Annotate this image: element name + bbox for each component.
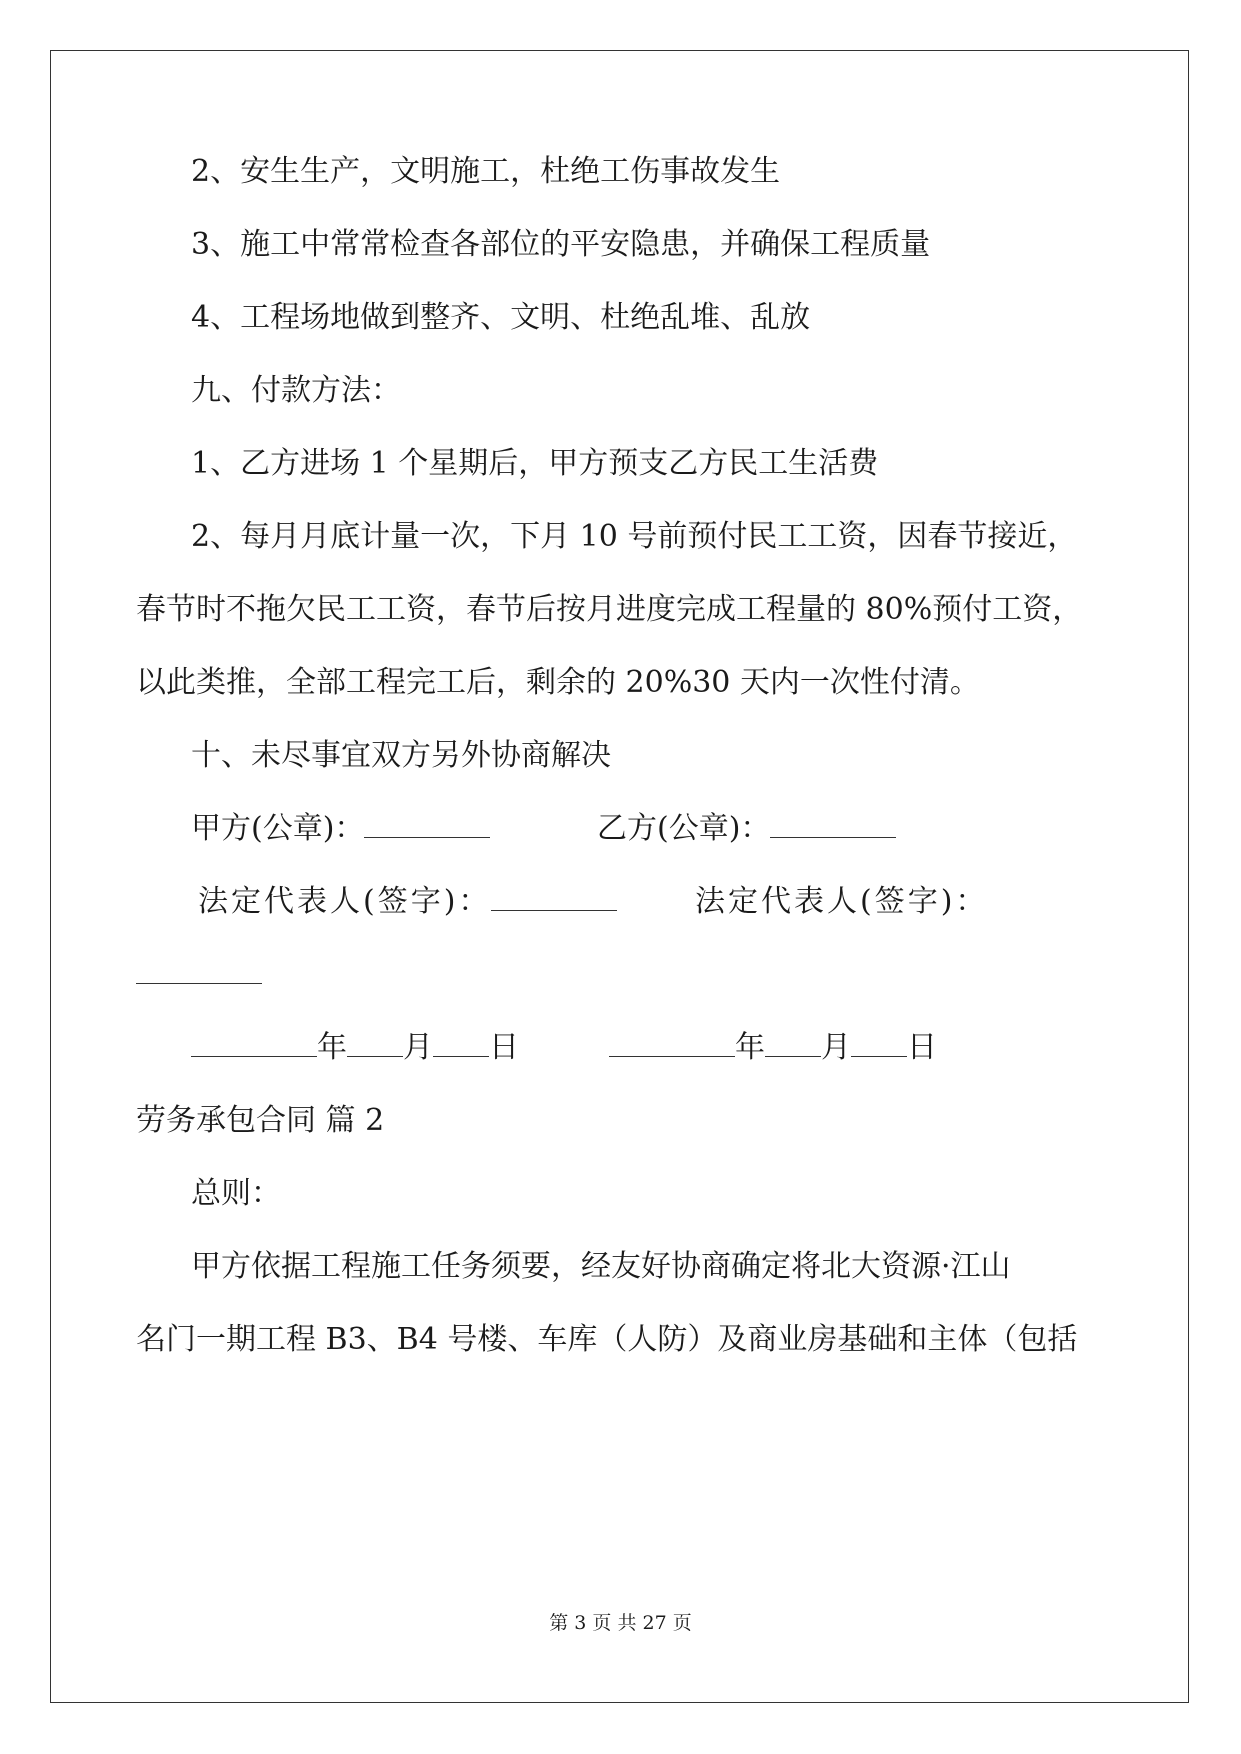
party-b-seal-blank (770, 811, 896, 838)
rep-b-row (695, 884, 988, 920)
date-b-month-blank (765, 1030, 821, 1057)
payment-clause-2-line2: 春节时不拖欠民工工资，春节后按月进度完成工程量的 80%预付工资， (136, 592, 1083, 627)
general-heading: 总则： (191, 1176, 281, 1211)
rep-a-blank (491, 884, 617, 911)
date-b-month-label: 月 (821, 1030, 851, 1065)
rep-a-label: 法定代表人(签字)： (198, 884, 492, 919)
date-a-month-blank (347, 1030, 403, 1057)
clause-safety: 2、安生生产，文明施工，杜绝工伤事故发生 (191, 154, 781, 189)
date-a-day-label: 日 (489, 1030, 519, 1065)
date-b-day-label: 日 (907, 1030, 937, 1065)
rep-b-label: 法定代表人(签字)： (695, 884, 989, 919)
section-payment-heading: 九、付款方法： (191, 373, 401, 408)
rep-a-row (198, 884, 617, 920)
general-body-line1: 甲方依据工程施工任务须要，经友好协商确定将北大资源·江山 (191, 1249, 1011, 1284)
party-a-seal-label: 甲方(公章)： (191, 811, 365, 846)
date-b-day-blank (851, 1030, 907, 1057)
party-a-seal-blank (364, 811, 490, 838)
clause-inspection: 3、施工中常常检查各部位的平安隐患，并确保工程质量 (191, 227, 931, 262)
date-a-month-label: 月 (403, 1030, 433, 1065)
payment-clause-2-line1: 2、每月月底计量一次，下月 10 号前预付民工工资，因春节接近， (191, 519, 1078, 554)
rep-b-blank-row (136, 957, 262, 993)
section-2-title: 劳务承包合同 篇 2 (136, 1103, 385, 1138)
page-border (50, 50, 1189, 1703)
date-a-row (191, 1030, 519, 1066)
general-body-line2: 名门一期工程 B3、B4 号楼、车库（人防）及商业房基础和主体（包括 (136, 1322, 1078, 1357)
page-number-footer: 第 3 页 共 27 页 (549, 1612, 692, 1634)
clause-site-order: 4、工程场地做到整齐、文明、杜绝乱堆、乱放 (191, 300, 811, 335)
date-b-year-blank (609, 1030, 735, 1057)
payment-clause-2-line3: 以此类推，全部工程完工后，剩余的 20%30 天内一次性付清。 (136, 665, 980, 700)
date-b-row (609, 1030, 937, 1066)
section-misc-heading: 十、未尽事宜双方另外协商解决 (191, 738, 611, 773)
date-a-day-blank (433, 1030, 489, 1057)
date-a-year-blank (191, 1030, 317, 1057)
date-a-year-label: 年 (317, 1030, 347, 1065)
payment-clause-1: 1、乙方进场 1 个星期后，甲方预支乙方民工生活费 (191, 446, 879, 481)
date-b-year-label: 年 (735, 1030, 765, 1065)
party-b-seal-row (597, 811, 896, 847)
party-a-seal-row (191, 811, 490, 847)
rep-b-blank (136, 957, 262, 984)
party-b-seal-label: 乙方(公章)： (597, 811, 771, 846)
